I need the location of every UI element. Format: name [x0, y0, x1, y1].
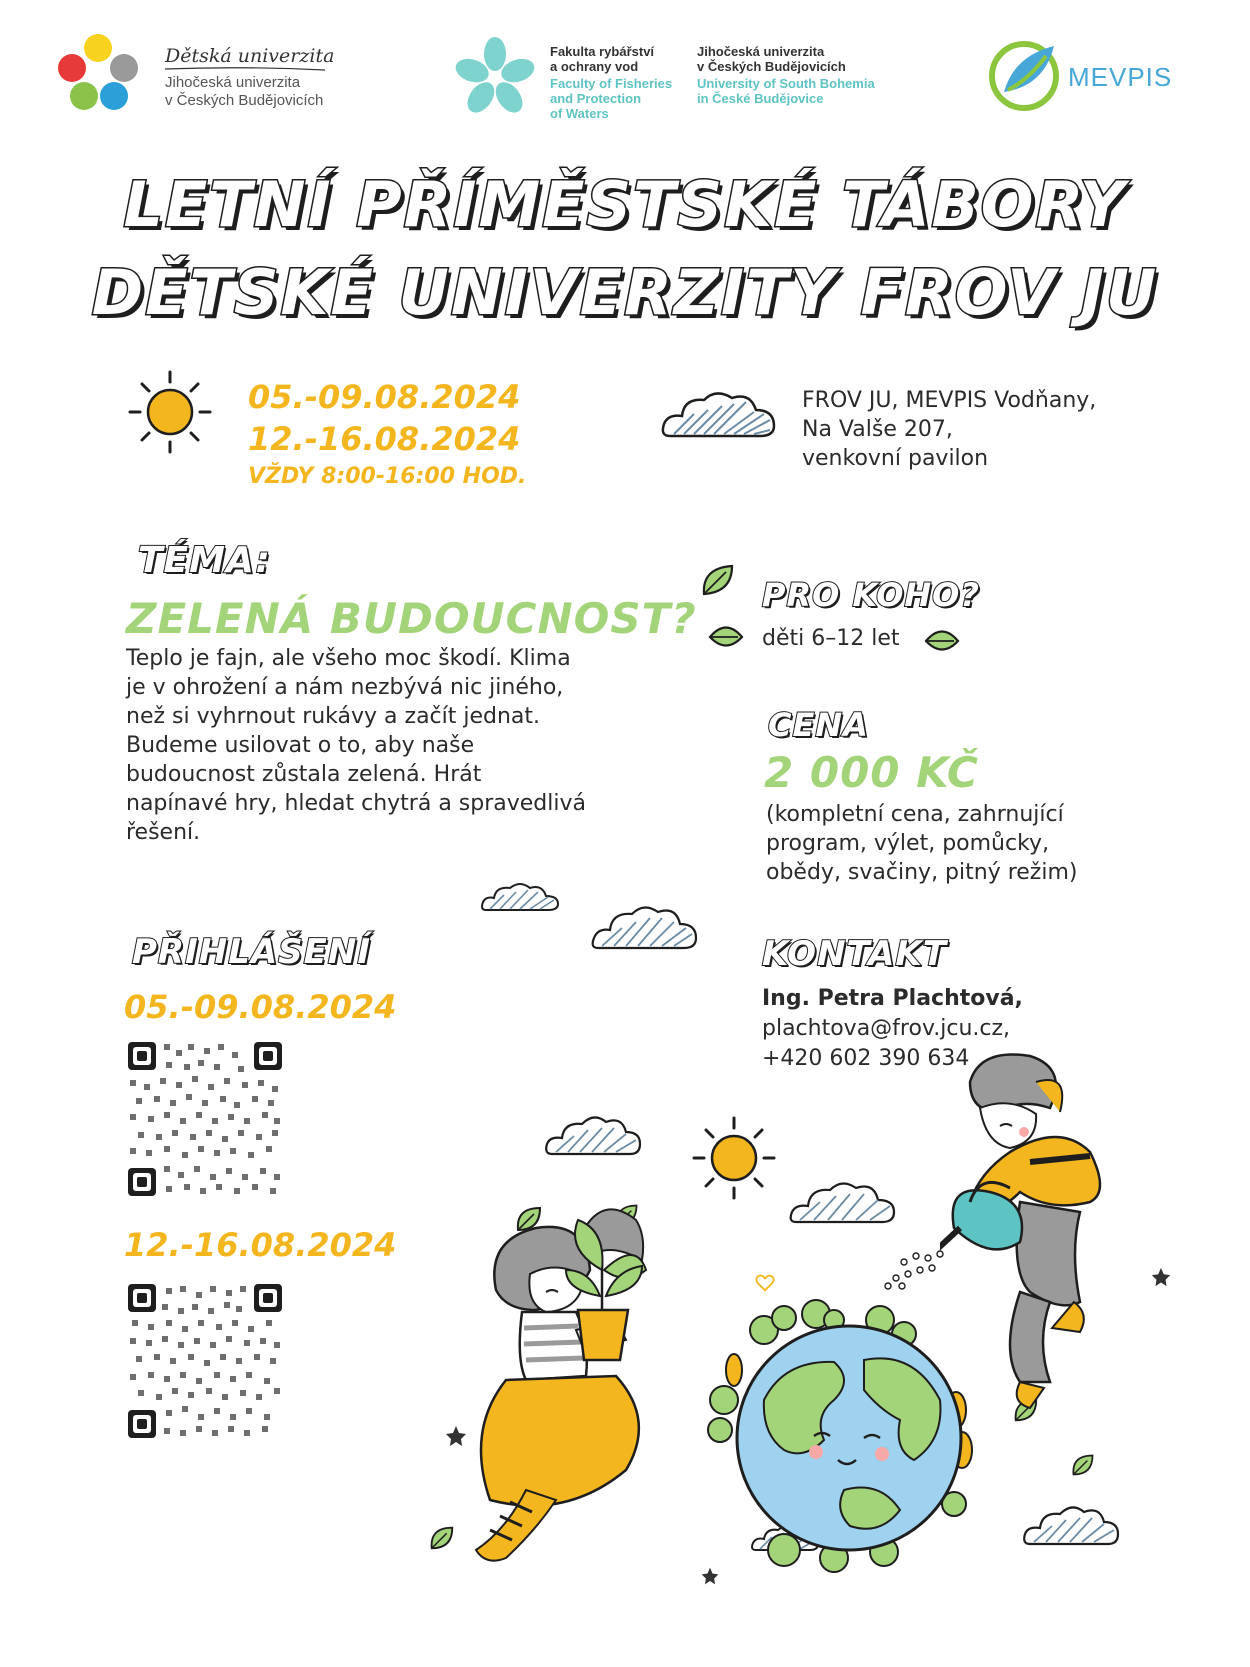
theme-label: TÉMA: — [138, 540, 271, 581]
jcu-title-cz — [697, 44, 897, 74]
jcu-en-2: in České Budějovice — [697, 91, 824, 106]
cloud-icon — [660, 384, 780, 444]
theme-line: je v ohrožení a nám nezbývá nic jiného, — [126, 675, 564, 700]
sun-icon — [128, 370, 212, 454]
theme-description — [126, 644, 606, 847]
jcu-cz-2: v Českých Budějovicích — [697, 59, 846, 74]
cloud-icon — [590, 900, 700, 956]
du-logo-underline — [165, 66, 325, 72]
du-logo-title: Dětská univerzita — [165, 45, 335, 67]
star-icon — [1150, 1266, 1172, 1288]
theme-line: Teplo je fajn, ale všeho moc škodí. Klima — [126, 646, 571, 671]
leaf-icon — [1070, 1452, 1096, 1478]
frov-en-1: Faculty of Fisheries — [550, 76, 673, 91]
date-term-1: 05.-09.08.2024 — [248, 378, 521, 416]
jcu-title-en — [697, 76, 897, 106]
price-label: CENA — [768, 706, 869, 744]
contact-email[interactable]: plachtova@frov.jcu.cz, — [762, 1016, 1011, 1041]
theme-line: napínavé hry, hledat chytrá a spravedlivá — [126, 791, 587, 816]
contact-name: Ing. Petra Plachtová, — [762, 986, 1023, 1011]
price-note-2: program, výlet, pomůcky, — [766, 831, 1050, 856]
location-block — [802, 386, 1096, 473]
location-line-1: FROV JU, MEVPIS Vodňany, — [802, 388, 1097, 413]
du-logo-subtitle — [165, 74, 323, 110]
leaf-icon — [700, 562, 736, 598]
theme-title: ZELENÁ BUDOUCNOST? — [126, 594, 697, 643]
leaf-icon — [708, 622, 744, 652]
theme-line: Budeme usilovat o to, aby naše — [126, 733, 475, 758]
registration-term-1: 05.-09.08.2024 — [124, 988, 397, 1026]
contact-label: KONTAKT — [762, 934, 947, 974]
mevpis-logo-icon — [984, 36, 1066, 112]
location-line-3: venkovní pavilon — [802, 446, 989, 471]
headline-line-1: LETNÍ PŘÍMĚSTSKÉ TÁBORY — [123, 168, 1127, 241]
price-value: 2 000 KČ — [764, 748, 979, 797]
registration-term-2: 12.-16.08.2024 — [124, 1226, 397, 1264]
mevpis-logo-text: MEVPIS — [1068, 62, 1173, 92]
cloud-icon — [1022, 1500, 1122, 1550]
qr-code-term-1[interactable] — [126, 1040, 284, 1198]
audience-value: děti 6–12 let — [762, 626, 900, 651]
frov-en-2: and Protection — [550, 91, 642, 106]
theme-line: řešení. — [126, 820, 201, 845]
price-note-3: obědy, svačiny, pitný režim) — [766, 860, 1078, 885]
frov-title-cz — [550, 44, 690, 74]
water-drops-icon — [880, 1248, 950, 1292]
qr-code-term-2[interactable] — [126, 1282, 284, 1440]
leaf-icon — [924, 626, 960, 656]
theme-line: budoucnost zůstala zelená. Hrát — [126, 762, 482, 787]
theme-line: než si vyhrnout rukávy a začít jednat. — [126, 704, 541, 729]
girl-with-plant-illustration — [466, 1200, 696, 1580]
audience-label: PRO KOHO? — [762, 576, 980, 614]
registration-label: PŘIHLÁŠENÍ — [132, 932, 372, 972]
boy-with-watering-can-illustration — [940, 1052, 1150, 1432]
frov-en-3: of Waters — [550, 106, 609, 121]
du-logo-sub-1: Jihočeská univerzita — [165, 74, 301, 91]
price-note — [766, 800, 1077, 887]
sun-icon — [692, 1116, 776, 1200]
cloud-icon — [544, 1110, 644, 1160]
star-icon — [444, 1424, 468, 1448]
cloud-icon — [480, 880, 560, 916]
contact-phone[interactable]: +420 602 390 634 — [762, 1046, 970, 1071]
price-note-1: (kompletní cena, zahrnující — [766, 802, 1064, 827]
frov-flower-logo — [455, 36, 535, 116]
du-logo-sub-2: v Českých Budějovicích — [165, 92, 324, 109]
jcu-cz-1: Jihočeská univerzita — [697, 44, 825, 59]
detska-univerzita-logo-dots — [58, 34, 138, 114]
date-hours: VŽDY 8:00-16:00 HOD. — [248, 464, 527, 489]
leaf-icon — [428, 1524, 456, 1552]
frov-cz-2: a ochrany vod — [550, 59, 639, 74]
cloud-icon — [788, 1176, 900, 1228]
frov-cz-1: Fakulta rybářství — [550, 44, 655, 59]
headline-line-2: DĚTSKÉ UNIVERZITY FROV JU — [91, 256, 1159, 329]
date-term-2: 12.-16.08.2024 — [248, 420, 521, 458]
location-line-2: Na Valše 207, — [802, 417, 953, 442]
frov-title-en — [550, 76, 690, 121]
jcu-en-1: University of South Bohemia — [697, 76, 875, 91]
